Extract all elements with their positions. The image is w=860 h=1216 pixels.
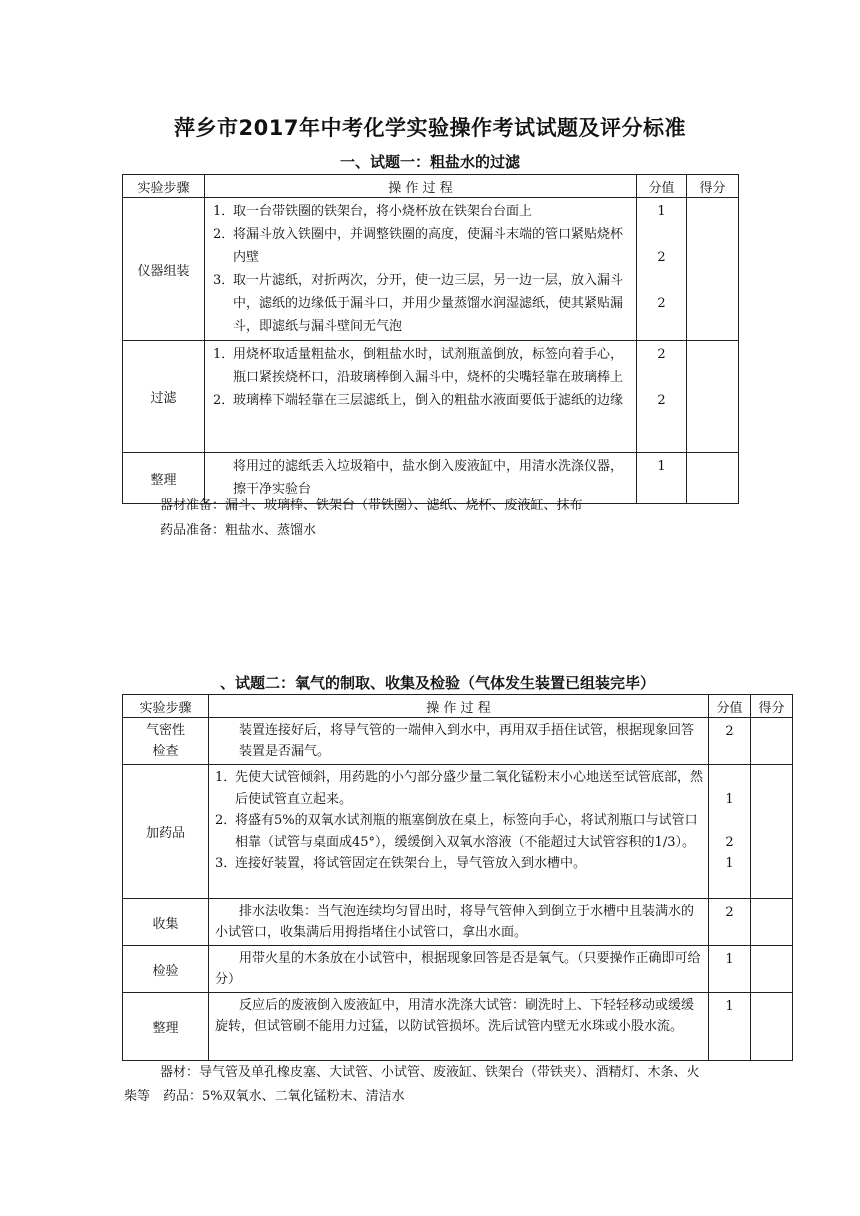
reagents-note: 药品准备：粗盐水、蒸馏水	[160, 523, 317, 538]
list-item: 1． 用烧杯取适量粗盐水，倒粗盐水时，试剂瓶盖倒放，标签向着手心，瓶口紧挨烧杯口，沿玻璃棒倒入漏斗中，烧杯的尖嘴轻靠在玻璃棒上	[213, 347, 624, 385]
list-item: 2． 将盛有5%的双氧水试剂瓶的瓶塞倒放在桌上，标签向手心，将试剂瓶口与试管口相靠（试管与桌面成45°），缓缓倒入双氧水溶液（不能超过大试管容积的1/3）。	[215, 813, 698, 850]
process-cell	[209, 765, 709, 899]
got-cell[interactable]	[751, 946, 793, 993]
header-step: 实验步骤	[123, 695, 209, 718]
score-cell: 2	[709, 718, 751, 765]
step-cell: 收集	[123, 899, 209, 946]
score-cell: 2	[709, 899, 751, 946]
step-cell: 整理	[123, 453, 205, 504]
process-cell: 将用过的滤纸丢入垃圾箱中，盐水倒入废液缸中，用清水洗涤仪器，擦干净实验台	[205, 453, 637, 504]
step-cell: 整理	[123, 993, 209, 1061]
score-cell: 1 2 2	[637, 198, 687, 341]
table-row	[123, 341, 739, 453]
header-process: 操 作 过 程	[209, 695, 709, 718]
process-cell	[205, 198, 637, 341]
list-item: 3． 连接好装置，将试管固定在铁架台上，导气管放入到水槽中。	[215, 856, 587, 871]
score-cell: 1	[637, 453, 687, 504]
table-row	[123, 993, 793, 1061]
step-cell: 加药品	[123, 765, 209, 899]
list-item: 1． 先使大试管倾斜，用药匙的小勺部分盛少量二氧化锰粉末小心地送至试管底部，然后使试管直立起来。	[215, 770, 704, 807]
header-got: 得分	[687, 175, 739, 198]
step-cell: 检验	[123, 946, 209, 993]
test2-table	[122, 694, 793, 1061]
step-cell: 仪器组装	[123, 198, 205, 341]
list-item: 2． 将漏斗放入铁圈中，并调整铁圈的高度，使漏斗末端的管口紧贴烧杯内壁	[213, 227, 624, 265]
header-score: 分值	[637, 175, 687, 198]
table-row	[123, 899, 793, 946]
page-title: 萍乡市2017年中考化学实验操作考试试题及评分标准	[174, 116, 686, 140]
got-cell[interactable]	[751, 899, 793, 946]
process-cell: 用带火星的木条放在小试管中，根据现象回答是否是氧气。（只要操作正确即可给分）	[209, 946, 709, 993]
list-item: 3． 取一片滤纸，对折两次，分开，使一边三层，另一边一层，放入漏斗中，滤纸的边缘低于漏斗口，并用少量蒸馏水润湿滤纸，使其紧贴漏斗，即滤纸与漏斗壁间无气泡	[213, 273, 624, 334]
got-cell[interactable]	[751, 765, 793, 899]
list-item: 1． 取一台带铁圈的铁架台，将小烧杯放在铁架台台面上	[213, 204, 533, 219]
process-cell: 排水法收集：当气泡连续均匀冒出时，将导气管伸入到倒立于水槽中且装满水的小试管口，收集满后用拇指堵住小试管口，拿出水面。	[209, 899, 709, 946]
got-cell[interactable]	[687, 198, 739, 341]
got-cell[interactable]	[687, 453, 739, 504]
table-header-row	[123, 175, 739, 198]
equipment-note: 器材准备：漏斗、玻璃棒、铁架台（带铁圈）、滤纸、烧杯、废液缸、抹布	[160, 498, 583, 513]
test1-table	[122, 174, 739, 504]
table-row	[123, 946, 793, 993]
table-row	[123, 718, 793, 765]
header-got: 得分	[751, 695, 793, 718]
step-cell: 过滤	[123, 341, 205, 453]
table-row	[123, 765, 793, 899]
table-row	[123, 198, 739, 341]
score-cell: 1	[709, 946, 751, 993]
materials-note: 器材：导气管及单孔橡皮塞、大试管、小试管、废液缸、铁架台（带铁夹）、酒精灯、木条、火	[160, 1065, 700, 1080]
test2-heading: 、试题二：氧气的制取、收集及检验（气体发生装置已组装完毕）	[220, 674, 656, 692]
header-process: 操 作 过 程	[205, 175, 637, 198]
process-cell: 反应后的废液倒入废液缸中，用清水洗涤大试管：刷洗时上、下轻轻移动或缓缓旋转，但试管刷不能用力过猛，以防试管损坏。洗后试管内壁无水珠或小股水流。	[209, 993, 709, 1061]
header-step: 实验步骤	[123, 175, 205, 198]
header-score: 分值	[709, 695, 751, 718]
step-cell: 气密性 检查	[123, 718, 209, 765]
process-cell: 装置连接好后，将导气管的一端伸入到水中，再用双手捂住试管，根据现象回答装置是否漏气。	[209, 718, 709, 765]
got-cell[interactable]	[751, 993, 793, 1061]
score-cell: 2 2	[637, 341, 687, 453]
table-header-row	[123, 695, 793, 718]
score-cell: 1 2 1	[709, 765, 751, 899]
process-cell	[205, 341, 637, 453]
materials-note-cont: 柴等 药品：5%双氧水、二氧化锰粉末、清洁水	[124, 1089, 405, 1104]
test1-heading: 一、试题一：粗盐水的过滤	[339, 153, 520, 171]
got-cell[interactable]	[751, 718, 793, 765]
list-item: 2． 玻璃棒下端轻靠在三层滤纸上，倒入的粗盐水液面要低于滤纸的边缘	[213, 393, 624, 408]
got-cell[interactable]	[687, 341, 739, 453]
score-cell: 1	[709, 993, 751, 1061]
